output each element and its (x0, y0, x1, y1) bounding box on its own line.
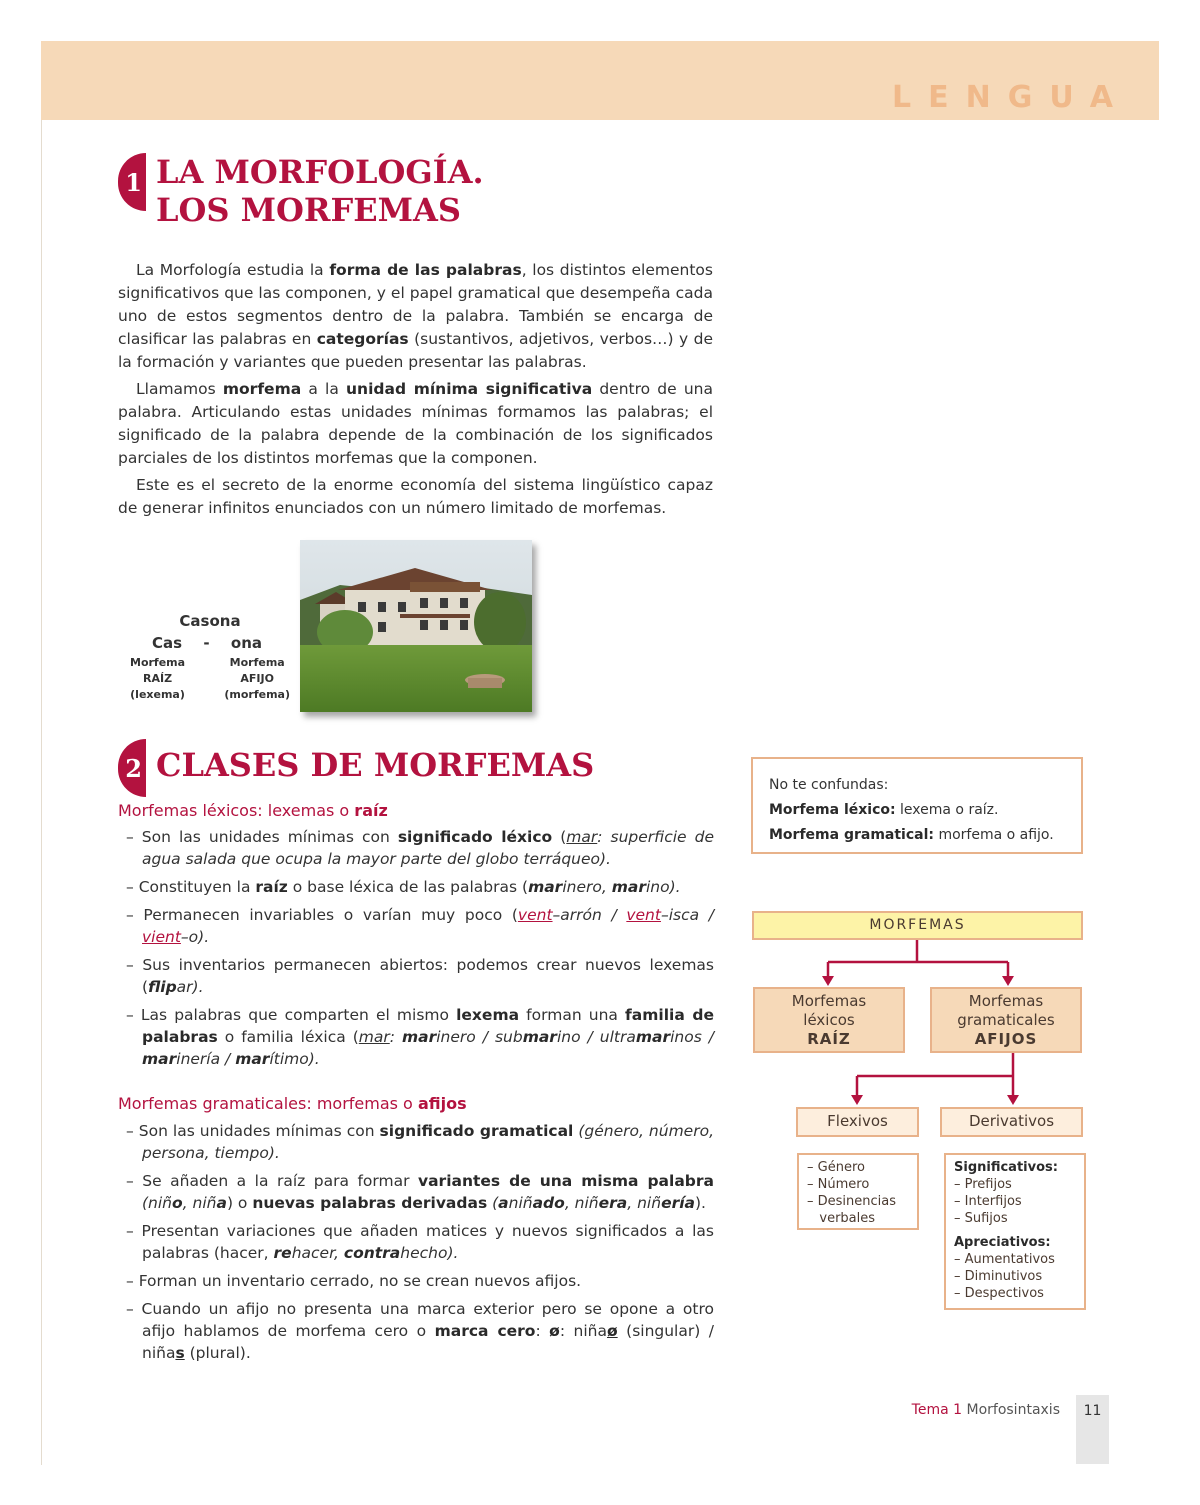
diagram-root-box: MORFEMAS (752, 911, 1083, 940)
example-word: Casona (179, 612, 241, 630)
diagram-flexivos-list: – Género – Número – Desinencias verbales (797, 1153, 919, 1230)
section-title: LA MORFOLOGÍA. LOS MORFEMAS (156, 153, 484, 229)
footer-label: Tema 1 Morfosintaxis (911, 1402, 1060, 1418)
diagram-derivativos-box: Derivativos (940, 1107, 1083, 1137)
section-title: CLASES DE MORFEMAS (156, 746, 595, 784)
diagram-lexicos-box: Morfemas léxicos RAÍZ (753, 987, 905, 1053)
list-item: – Presentan variaciones que añaden matices y nuevos significados a las palabras (hacer, rehacer, contrahecho). (126, 1222, 714, 1262)
diagram-flexivos-box: Flexivos (796, 1107, 919, 1137)
list-item: – Las palabras que comparten el mismo lexema forman una familia de palabras o familia léxica (mar: marinero / submarino / ultramarinos / marinería / marítimo). (126, 1006, 715, 1068)
section-number: 1 (118, 153, 146, 211)
list-item: – Forman un inventario cerrado, no se crean nuevos afijos. (126, 1272, 582, 1290)
list-item: – Permanecen invariables o varían muy poco (vent–arrón / vent–isca / vient–o). (126, 906, 714, 946)
list-item: – Se añaden a la raíz para formar variantes de una misma palabra (niño, niña) o nuevas palabras derivadas (aniñado, niñera, niñería). (126, 1172, 714, 1212)
list-item: – Son las unidades mínimas con significado gramatical (género, número, persona, tiempo). (126, 1122, 714, 1162)
gramaticales-subheading: Morfemas gramaticales: morfemas o afijos (118, 1094, 467, 1113)
list-item: – Sus inventarios permanecen abiertos: podemos crear nuevos lexemas (flipar). (126, 956, 714, 996)
lexicos-subheading: Morfemas léxicos: lexemas o raíz (118, 801, 388, 820)
example-labels: Morfema RAÍZ (lexema) Morfema AFIJO (morfema) (130, 656, 290, 701)
header-title: LENGUA (892, 80, 1130, 115)
list-item: – Cuando un afijo no presenta una marca exterior pero se opone a otro afijo hablamos de morfema cero o marca cero: ø: niñaø (singular) / niñas (plural). (126, 1300, 714, 1362)
paragraph: Llamamos morfema a la unidad mínima significativa dentro de una palabra. Articulando estas unidades mínimas formamos las palabras; el significado de la palabra depende de la combinación de los significados parciales de los distintos morfemas que la componen. (118, 380, 714, 467)
list-item: – Constituyen la raíz o base léxica de las palabras (marinero, marino). (126, 878, 681, 896)
diagram-derivativos-list: Significativos: – Prefijos – Interfijos – Sufijos Apreciativos: – Aumentativos – Diminutivos – Despectivos (944, 1153, 1086, 1310)
note-box: No te confundas: Morfema léxico: lexema o raíz. Morfema gramatical: morfema o afijo. (751, 757, 1083, 854)
diagram-gramaticales-box: Morfemas gramaticales AFIJOS (930, 987, 1082, 1053)
paragraph: La Morfología estudia la forma de las palabras, los distintos elementos significativos que las componen, y el papel gramatical que desempeña cada uno de estos segmentos dentro de la palabra. También se encarga de clasificar las palabras en categorías (sustantivos, adjetivos, verbos…) y de la formación y variantes que pueden presentar las palabras. (118, 261, 713, 371)
paragraph: Este es el secreto de la enorme economía del sistema lingüístico capaz de generar infinitos enunciados con un número limitado de morfemas. (118, 476, 713, 517)
section-number: 2 (118, 739, 146, 797)
example-parts: Cas - ona (152, 634, 262, 652)
list-item: – Son las unidades mínimas con significado léxico (mar: superficie de agua salada que ocupa la mayor parte del globo terráqueo). (126, 828, 714, 868)
page-number: 11 (1076, 1395, 1109, 1464)
